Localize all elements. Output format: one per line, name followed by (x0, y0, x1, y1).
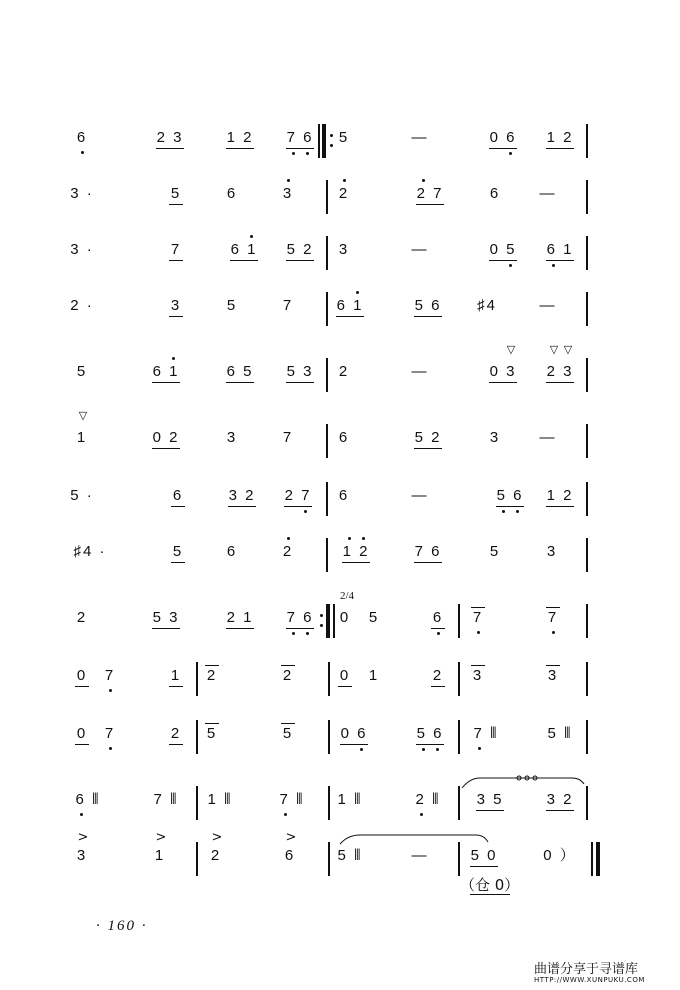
lower-octave-dot (420, 813, 423, 816)
lower-octave-dot (109, 689, 112, 692)
note-group: ♯4 (477, 297, 497, 314)
barline (458, 786, 460, 820)
barline (586, 180, 588, 214)
underline-beat (75, 744, 89, 745)
barline (586, 292, 588, 326)
note-group: 7 ⦀ (153, 791, 179, 808)
overline-beat (471, 607, 485, 608)
underline-beat (286, 628, 314, 629)
note-group: 0 6 (340, 725, 368, 742)
lower-octave-dot (478, 747, 481, 750)
note-group: 6 (338, 429, 350, 446)
barline (586, 786, 588, 820)
lower-octave-dot (436, 748, 439, 751)
upper-octave-dot (172, 357, 175, 360)
lower-octave-dot (304, 510, 307, 513)
note-group: 5 3 (152, 609, 180, 626)
overline-beat (281, 665, 295, 666)
note-group: 7 (472, 609, 484, 626)
lower-octave-dot (422, 748, 425, 751)
lower-octave-dot (477, 631, 480, 634)
barline (586, 124, 588, 158)
note-group: — (411, 847, 429, 864)
note-group: 7 (104, 667, 116, 684)
upper-octave-dot (250, 235, 253, 238)
barline (586, 482, 588, 516)
upper-octave-dot (287, 179, 290, 182)
underline-beat (230, 260, 258, 261)
note-group: 0 (339, 667, 351, 684)
note-group: 6 (172, 487, 184, 504)
ornament-dot (517, 776, 521, 780)
note-group: 5 6 (416, 725, 444, 742)
note-group: 2 1 (226, 609, 254, 626)
overline-beat (546, 665, 560, 666)
watermark-url: HTTP://WWW.XUNPUKU.COM (534, 976, 645, 984)
note-group: 5 (226, 297, 238, 314)
note-group: 5 ⦀ (547, 725, 573, 742)
underline-beat (152, 382, 180, 383)
note-group: 6 (76, 129, 88, 146)
lower-octave-dot (81, 151, 84, 154)
note-group: 2 7 (416, 185, 444, 202)
note-group: 3 · (70, 241, 94, 258)
lower-octave-dot (552, 631, 555, 634)
underline-beat (169, 260, 183, 261)
upper-octave-dot (362, 537, 365, 540)
barline (586, 604, 588, 638)
underline-beat (171, 562, 185, 563)
final-barline-thin (591, 842, 593, 876)
upper-octave-dot (343, 179, 346, 182)
note-group: 2 7 (284, 487, 312, 504)
note-group: 3 (472, 667, 484, 684)
underline-beat (470, 866, 498, 867)
underline-beat (226, 148, 254, 149)
note-group: 6 (226, 543, 238, 560)
note-group: — (411, 241, 429, 258)
barline (586, 720, 588, 754)
note-group: 2 (282, 667, 294, 684)
upper-octave-dot (422, 179, 425, 182)
note-group: 5 · (70, 487, 94, 504)
underline-beat (286, 382, 314, 383)
underline-beat (546, 810, 574, 811)
barline (586, 662, 588, 696)
underline-beat (169, 686, 183, 687)
accent-mark: > (77, 830, 89, 845)
overline-beat (281, 723, 295, 724)
note-group: 5 6 (414, 297, 442, 314)
slur-5-to-50 (340, 835, 488, 844)
note-group: 0 (76, 725, 88, 742)
note-group: 7 ⦀ (473, 725, 499, 742)
barline (586, 358, 588, 392)
note-group: 1 2 (342, 543, 370, 560)
underline-beat (414, 448, 442, 449)
note-group: 7 (104, 725, 116, 742)
note-group: 5 3 (286, 363, 314, 380)
underline-beat (496, 506, 524, 507)
underline-beat (286, 260, 314, 261)
note-group: 1 (76, 429, 88, 446)
note-group: 5 ⦀ (337, 847, 363, 864)
underline-beat (226, 382, 254, 383)
note-group: 5 (368, 609, 380, 626)
percussion-underline (470, 894, 510, 895)
note-group: 2 (170, 725, 182, 742)
note-group: 3 (547, 667, 559, 684)
lower-octave-dot (292, 632, 295, 635)
lower-octave-dot (360, 748, 363, 751)
lower-octave-dot (292, 152, 295, 155)
note-group: 1 (170, 667, 182, 684)
note-group: 5 2 (286, 241, 314, 258)
note-group: 6 1 (230, 241, 258, 258)
note-group: — (539, 297, 557, 314)
upper-octave-dot (287, 537, 290, 540)
accent-triangle-mark: ▽ (506, 343, 516, 356)
underline-beat (171, 506, 185, 507)
note-group: 3 (489, 429, 501, 446)
note-group: 3 (546, 543, 558, 560)
barline (586, 424, 588, 458)
underline-beat (489, 260, 517, 261)
underline-beat (226, 628, 254, 629)
note-group: 3 (170, 297, 182, 314)
ornament-dot (525, 776, 529, 780)
underline-beat (75, 686, 89, 687)
underline-beat (340, 744, 368, 745)
note-group: 5 0 (470, 847, 498, 864)
barline (586, 538, 588, 572)
note-group: 7 (282, 429, 294, 446)
note-group: — (411, 129, 429, 146)
underline-beat (431, 628, 445, 629)
lower-octave-dot (516, 510, 519, 513)
underline-beat (152, 448, 180, 449)
note-group: 6 (489, 185, 501, 202)
underline-beat (338, 686, 352, 687)
overline-beat (205, 665, 219, 666)
note-group: 1 ⦀ (207, 791, 233, 808)
note-group: 0 5 (489, 241, 517, 258)
note-group: 7 (547, 609, 559, 626)
lower-octave-dot (306, 632, 309, 635)
time-signature: 2/4 (340, 590, 355, 602)
final-barline-thick (596, 842, 600, 876)
note-group: 0 6 (489, 129, 517, 146)
note-group: 5 (76, 363, 88, 380)
percussion-note: （仓 0） (460, 876, 520, 894)
note-group: 7 (282, 297, 294, 314)
accent-mark: > (285, 830, 297, 845)
underline-beat (431, 686, 445, 687)
underline-beat (152, 628, 180, 629)
lower-octave-dot (509, 264, 512, 267)
note-group: 3 (338, 241, 350, 258)
note-group: 1 2 (546, 487, 574, 504)
note-group: 5 (170, 185, 182, 202)
underline-beat (489, 148, 517, 149)
upper-octave-dot (356, 291, 359, 294)
note-group: 6 ⦀ (75, 791, 101, 808)
accent-mark: > (211, 830, 223, 845)
page-number: · 160 · (96, 918, 148, 934)
note-group: 2 (338, 363, 350, 380)
underline-beat (169, 204, 183, 205)
note-group: 3 · (70, 185, 94, 202)
note-group: 3 (226, 429, 238, 446)
overline-beat (546, 607, 560, 608)
note-group: 2 · (70, 297, 94, 314)
note-group: 0 3 (489, 363, 517, 380)
note-group: 7 6 (286, 129, 314, 146)
note-group: 5 (338, 129, 350, 146)
note-group: 7 6 (414, 543, 442, 560)
note-group: 7 6 (286, 609, 314, 626)
underline-beat (416, 744, 444, 745)
note-group: 3 2 (546, 791, 574, 808)
note-group: 2 (282, 543, 294, 560)
underline-beat (546, 506, 574, 507)
lower-octave-dot (109, 747, 112, 750)
underline-beat (228, 506, 256, 507)
lower-octave-dot (284, 813, 287, 816)
note-group: 3 (76, 847, 88, 864)
lower-octave-dot (306, 152, 309, 155)
underline-beat (342, 562, 370, 563)
note-group: 7 (170, 241, 182, 258)
barline (586, 236, 588, 270)
note-group: 5 (172, 543, 184, 560)
underline-beat (489, 382, 517, 383)
note-group: 1 (368, 667, 380, 684)
underline-beat (414, 562, 442, 563)
lower-octave-dot (437, 632, 440, 635)
underline-beat (169, 316, 183, 317)
underline-beat (336, 316, 364, 317)
note-group: 6 (226, 185, 238, 202)
note-group: 2 (206, 667, 218, 684)
note-group: 2 (432, 667, 444, 684)
note-group: ♯4 · (73, 543, 107, 560)
underline-beat (156, 148, 184, 149)
note-group: 6 (284, 847, 296, 864)
note-group: 6 5 (226, 363, 254, 380)
note-group: 6 1 (546, 241, 574, 258)
note-group: 2 (210, 847, 222, 864)
watermark-chinese: 曲谱分享于寻谱库 (534, 962, 639, 977)
accent-mark: > (155, 830, 167, 845)
note-group: 1 (154, 847, 166, 864)
underline-beat (546, 382, 574, 383)
note-group: 5 (489, 543, 501, 560)
underline-beat (476, 810, 504, 811)
note-group: 5 (282, 725, 294, 742)
note-group: 6 (338, 487, 350, 504)
underline-beat (416, 204, 444, 205)
underline-beat (286, 148, 314, 149)
note-group: 2 3 (546, 363, 574, 380)
accent-triangle-mark: ▽ (563, 343, 573, 356)
note-group: 0 (339, 609, 351, 626)
accent-triangle-mark: ▽ (549, 343, 559, 356)
note-group: 5 2 (414, 429, 442, 446)
note-group: 1 2 (226, 129, 254, 146)
note-group: 2 (76, 609, 88, 626)
note-group: — (411, 363, 429, 380)
note-group: 2 (338, 185, 350, 202)
overline-beat (471, 665, 485, 666)
note-group: 3 2 (228, 487, 256, 504)
note-group: 3 (282, 185, 294, 202)
note-group: — (539, 185, 557, 202)
lower-octave-dot (80, 813, 83, 816)
note-group: 2 ⦀ (415, 791, 441, 808)
note-group: 5 (206, 725, 218, 742)
lower-octave-dot (552, 264, 555, 267)
overline-beat (205, 723, 219, 724)
note-group: — (411, 487, 429, 504)
lower-octave-dot (509, 152, 512, 155)
lower-octave-dot (502, 510, 505, 513)
note-group: 2 3 (156, 129, 184, 146)
note-group: 5 6 (496, 487, 524, 504)
accent-triangle-mark: ▽ (78, 409, 88, 422)
underline-beat (546, 148, 574, 149)
slur-35-32 (462, 778, 584, 788)
note-group: 0 2 (152, 429, 180, 446)
note-group: 6 1 (336, 297, 364, 314)
underline-beat (284, 506, 312, 507)
upper-octave-dot (348, 537, 351, 540)
note-group: 6 (432, 609, 444, 626)
note-group: — (539, 429, 557, 446)
ornament-dot (533, 776, 537, 780)
note-group: 1 ⦀ (337, 791, 363, 808)
note-group: 1 2 (546, 129, 574, 146)
underline-beat (546, 260, 574, 261)
underline-beat (169, 744, 183, 745)
underline-beat (414, 316, 442, 317)
note-group: 3 5 (476, 791, 504, 808)
note-group: 7 ⦀ (279, 791, 305, 808)
note-group: 0 (76, 667, 88, 684)
note-group: 6 1 (152, 363, 180, 380)
note-group: 0 ） (543, 847, 577, 864)
